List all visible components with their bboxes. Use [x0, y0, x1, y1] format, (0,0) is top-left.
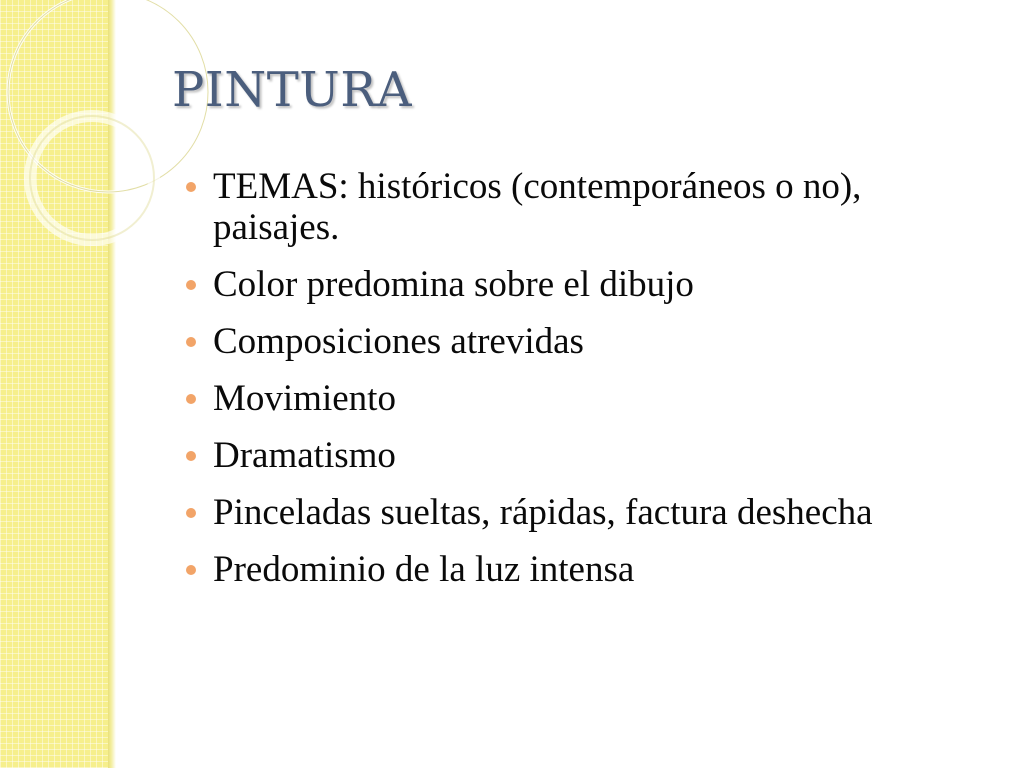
bullet-item — [186, 435, 986, 476]
bullet-item — [186, 321, 986, 362]
bullet-dot-icon — [186, 394, 196, 404]
bullet-text: Composiciones atrevidas — [213, 321, 584, 362]
bullet-text: Color predomina sobre el dibujo — [213, 264, 694, 305]
slide-title: PINTURA — [172, 62, 413, 118]
bullet-text: Dramatismo — [213, 435, 396, 476]
bullet-text: Predominio de la luz intensa — [213, 549, 635, 590]
bullet-item — [186, 492, 986, 533]
bullet-list — [186, 166, 986, 606]
bullet-text: Movimiento — [213, 378, 396, 419]
bullet-dot-icon — [186, 451, 196, 461]
bullet-dot-icon — [186, 337, 196, 347]
bullet-item — [186, 264, 986, 305]
side-band-edge — [108, 0, 116, 768]
bullet-item — [186, 549, 986, 590]
bullet-dot-icon — [186, 182, 196, 192]
bullet-item — [186, 378, 986, 419]
bullet-dot-icon — [186, 508, 196, 518]
bullet-dot-icon — [186, 565, 196, 575]
bullet-dot-icon — [186, 280, 196, 290]
bullet-text: TEMAS: históricos (contemporáneos o no), paisajes. — [213, 166, 862, 248]
bullet-text: Pinceladas sueltas, rápidas, factura deshecha — [213, 492, 873, 533]
bullet-item — [186, 166, 986, 248]
decorative-side-band — [0, 0, 108, 768]
